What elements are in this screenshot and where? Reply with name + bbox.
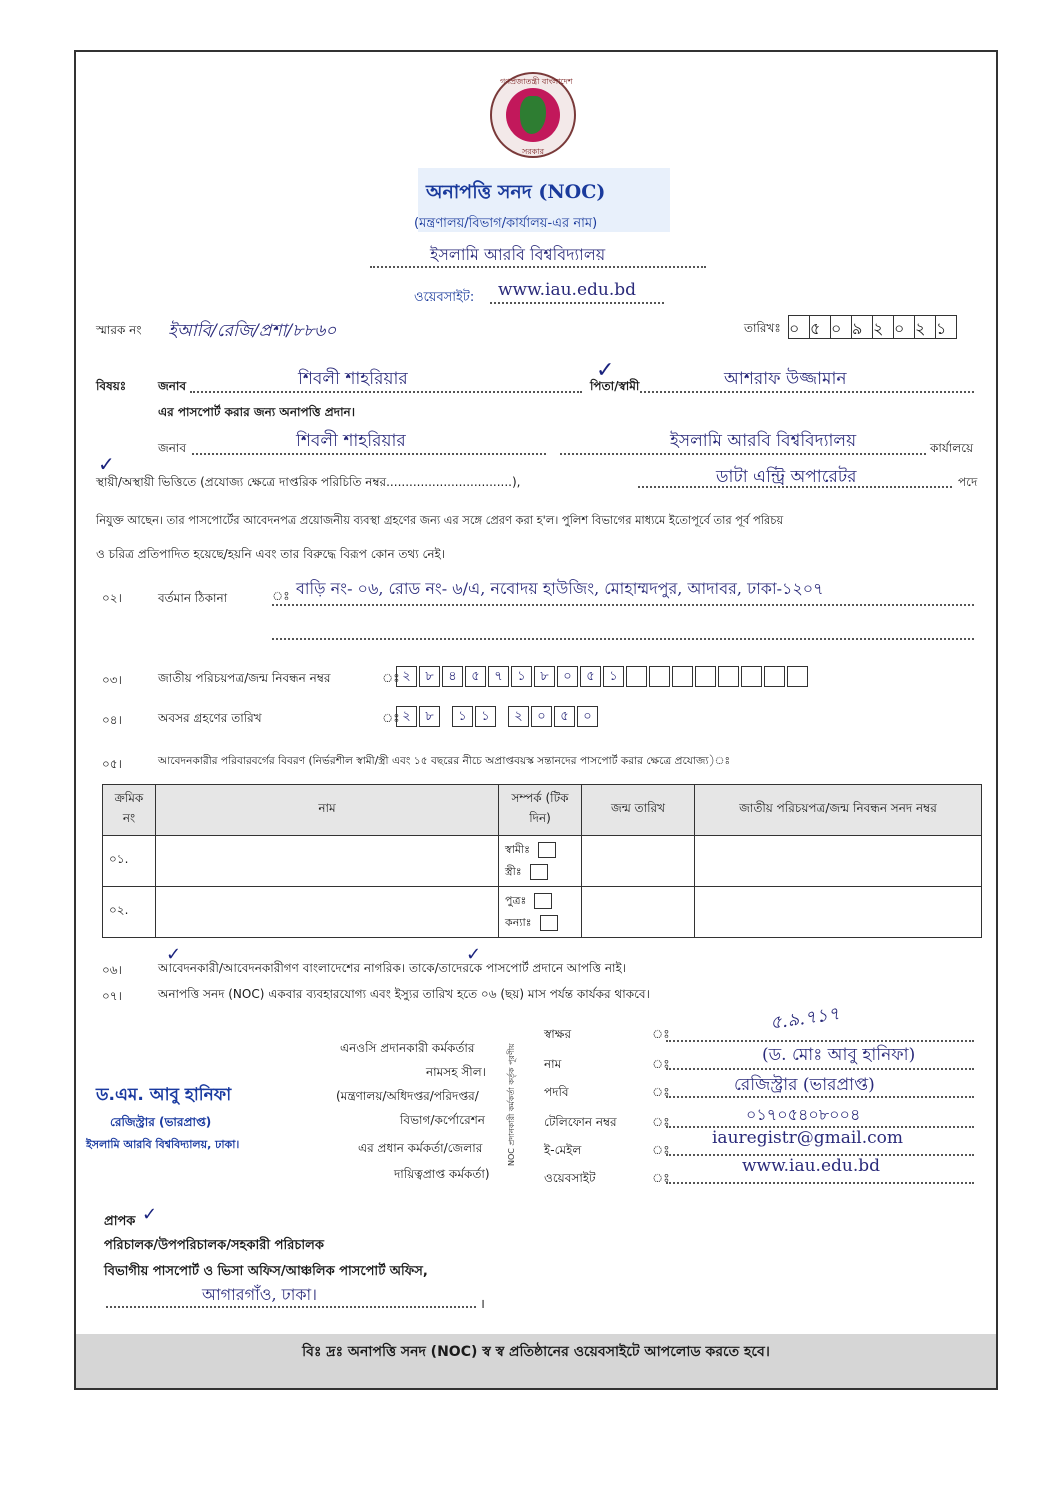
date-digit: ২ bbox=[915, 316, 936, 338]
nid-digit: ৮ bbox=[419, 666, 440, 687]
date-digit: ২ bbox=[873, 316, 894, 338]
retire-digit: ০ bbox=[531, 706, 552, 727]
row-serial: ০১. bbox=[103, 836, 156, 887]
item-3-label: জাতীয় পরিচয়পত্র/জন্ম নিবন্ধন নম্বর bbox=[158, 671, 331, 685]
nid-digit: ৮ bbox=[534, 666, 555, 687]
row-nid-cell[interactable] bbox=[695, 887, 982, 938]
stamp-title: রেজিস্ট্রার (ভারপ্রাপ্ত) bbox=[110, 1115, 212, 1129]
nid-digit: ১ bbox=[511, 666, 532, 687]
date-label: তারিখঃ bbox=[744, 321, 781, 335]
document-subtitle: (মন্ত্রণালয়/বিভাগ/কার্যালয়-এর নাম) bbox=[414, 216, 598, 231]
document-title: অনাপত্তি সনদ (NOC) bbox=[426, 181, 606, 203]
header-serial: ক্রমিক নং bbox=[103, 785, 156, 836]
nid-digit bbox=[741, 666, 762, 687]
colon: ঃ bbox=[652, 1115, 670, 1129]
item-2-colon: ঃ bbox=[272, 589, 290, 603]
item-2-number: ০২। bbox=[102, 591, 122, 605]
retirement-date-cells bbox=[396, 706, 600, 727]
item-4-number: ০৪। bbox=[102, 713, 122, 727]
nid-digit bbox=[649, 666, 670, 687]
signer-phone: ০১৭০৫৪০৮০০৪ bbox=[746, 1105, 861, 1124]
stamp-institution: ইসলামি আরবি বিশ্ববিদ্যালয়, ঢাকা। bbox=[86, 1138, 240, 1151]
vertical-note: NOC প্রদানকারী কর্মকর্তা কর্তৃক পূরণীয় bbox=[507, 1043, 516, 1167]
body-paragraph-2: ও চরিত্র প্রতিপাদিত হয়েছে/হয়নি এবং তার বিরুদ্ধে বিরূপ কোন তথ্য নেই। bbox=[96, 547, 446, 561]
recipient-line-1: পরিচালক/উপপরিচালক/সহকারী পরিচালক bbox=[104, 1238, 324, 1253]
recipient-line-3: আগারগাঁও, ঢাকা। bbox=[202, 1285, 317, 1304]
relation-label: পুত্রঃ bbox=[505, 894, 527, 907]
date-digit: ০ bbox=[894, 316, 915, 338]
retire-digit: ৮ bbox=[419, 706, 440, 727]
janab-label: জনাব bbox=[158, 379, 187, 393]
row-birth-date-cell[interactable] bbox=[582, 836, 695, 887]
row-birth-date-cell[interactable] bbox=[582, 887, 695, 938]
body-paragraph-1: নিযুক্ত আছেন। তার পাসপোর্টের আবেদনপত্র প্রয়োজনীয় ব্যবস্থা গ্রহণের জন্য এর সঙ্গে প্রেরণ করা হ'ল। পুলিশ বিভাগের মাধ্যমে ইতোপূর্বে তার পূর্ব পরিচয় bbox=[96, 513, 784, 527]
item-7-number: ০৭। bbox=[102, 989, 122, 1003]
sig-label-signature: স্বাক্ষর bbox=[544, 1027, 572, 1041]
relation-option[interactable] bbox=[505, 839, 575, 861]
retire-digit: ০ bbox=[577, 706, 598, 727]
website-dotline bbox=[490, 302, 664, 304]
family-table bbox=[102, 784, 982, 938]
footer-note: বিঃ দ্রঃ অনাপত্তি সনদ (NOC) স্ব স্ব প্রতিষ্ঠানের ওয়েবসাইটে আপলোড করতে হবে। bbox=[76, 1334, 996, 1388]
officer-desc-line: এর প্রধান কর্মকর্তা/জেলার bbox=[358, 1141, 483, 1155]
father-label: পিতা/স্বামী bbox=[590, 379, 640, 393]
check-mark-icon: ✓ bbox=[596, 358, 615, 383]
header-relation: সম্পর্ক (টিক দিন) bbox=[499, 785, 582, 836]
designation-suffix: পদে bbox=[958, 475, 978, 489]
table-header-row bbox=[103, 785, 982, 836]
signer-email: iauregistr@gmail.com bbox=[712, 1128, 904, 1148]
relation-label: স্বামীঃ bbox=[505, 843, 531, 856]
officer-desc-line: বিভাগ/কর্পোরেশন bbox=[400, 1113, 485, 1127]
date-digit: ১ bbox=[936, 319, 947, 338]
sig-label-name: নাম bbox=[544, 1057, 562, 1071]
institution-dotline bbox=[370, 266, 706, 268]
item-2-label: বর্তমান ঠিকানা bbox=[158, 591, 228, 605]
subject-label: বিষয়ঃ bbox=[96, 379, 127, 393]
nid-digit bbox=[626, 666, 647, 687]
relation-label: স্ত্রীঃ bbox=[505, 865, 522, 878]
janab-label-2: জনাব bbox=[158, 441, 187, 455]
address-value: বাড়ি নং- ০৬, রোড নং- ৬/এ, নবোদয় হাউজিং, মোহাম্মদপুর, আদাবর, ঢাকা-১২০৭ bbox=[296, 579, 824, 598]
seal-bottom-text: সরকার bbox=[522, 147, 545, 156]
sig-label-email: ই-মেইল bbox=[544, 1143, 582, 1157]
header-birth-date: জন্ম তারিখ bbox=[582, 785, 695, 836]
nid-cells bbox=[396, 666, 810, 687]
header-nid: জাতীয় পরিচয়পত্র/জন্ম নিবন্ধন সনদ নম্বর bbox=[695, 785, 982, 836]
colon: ঃ bbox=[652, 1085, 670, 1099]
office-suffix: কার্যালয়ে bbox=[930, 441, 974, 455]
nid-digit: ৪ bbox=[442, 666, 463, 687]
colon: ঃ bbox=[652, 1027, 670, 1041]
row-relation-cell bbox=[499, 836, 582, 887]
table-row bbox=[103, 836, 982, 887]
check-mark-icon: ✓ bbox=[142, 1204, 158, 1225]
subject-tail: এর পাসপোর্ট করার জন্য অনাপত্তি প্রদান। bbox=[158, 405, 356, 419]
father-name: আশরাফ উজ্জামান bbox=[724, 369, 847, 389]
row-nid-cell[interactable] bbox=[695, 836, 982, 887]
item-7-text: অনাপত্তি সনদ (NOC) একবার ব্যবহারযোগ্য এবং ইস্যুর তারিখ হতে ০৬ (ছয়) মাস পর্যন্ত কার্যকর থাকবে। bbox=[158, 987, 650, 1001]
check-mark-icon: ✓ bbox=[166, 944, 182, 965]
sig-dotline bbox=[666, 1182, 974, 1184]
nid-digit: ১ bbox=[603, 666, 624, 687]
nid-digit: ৫ bbox=[465, 666, 486, 687]
relation-checkbox[interactable] bbox=[540, 915, 558, 931]
nid-digit bbox=[764, 666, 785, 687]
address-dotline bbox=[272, 604, 974, 606]
row-name-cell[interactable] bbox=[156, 887, 499, 938]
relation-option[interactable] bbox=[505, 861, 575, 883]
colon: ঃ bbox=[652, 1171, 670, 1185]
relation-option[interactable] bbox=[505, 890, 575, 912]
designation: ডাটা এন্ট্রি অপারেটর bbox=[716, 467, 857, 487]
row-name-cell[interactable] bbox=[156, 836, 499, 887]
relation-checkbox[interactable] bbox=[530, 864, 548, 880]
signer-designation: রেজিস্ট্রার (ভারপ্রাপ্ত) bbox=[734, 1075, 875, 1095]
officer-desc-line: নামসহ সীল। bbox=[426, 1065, 486, 1079]
nid-digit bbox=[695, 666, 716, 687]
recipient-label: প্রাপক bbox=[104, 1214, 136, 1229]
recipient-line-2: বিভাগীয় পাসপোর্ট ও ভিসা অফিস/আঞ্চলিক পাসপোর্ট অফিস, bbox=[104, 1264, 428, 1279]
date-cells bbox=[788, 315, 957, 339]
date-digit: ৫ bbox=[810, 316, 831, 338]
relation-option[interactable] bbox=[505, 912, 575, 934]
check-mark-icon: ✓ bbox=[466, 944, 482, 965]
retire-digit: ১ bbox=[452, 706, 473, 727]
nid-digit: ০ bbox=[557, 666, 578, 687]
address-dotline-2 bbox=[272, 638, 974, 640]
date-digit: ০ bbox=[789, 316, 810, 338]
permanent-temporary-text: স্থায়ী/অস্থায়ী ভিত্তিতে (প্রযোজ্য ক্ষেত্রে দাপ্তরিক পরিচিতি নম্বর.................................), bbox=[96, 475, 521, 489]
item-5-text: আবেদনকারীর পরিবারবর্গের বিবরণ (নির্ভরশীল স্বামী/স্ত্রী এবং ১৫ বছরের নীচে অপ্রাপ্তবয়স্ক সন্তানদের পাসপোর্ট করার ক্ষেত্রে প্রযোজ্য)ঃ bbox=[158, 755, 731, 767]
signer-website: www.iau.edu.bd bbox=[742, 1156, 881, 1176]
nid-digit bbox=[672, 666, 693, 687]
memo-number: ইআবি/রেজি/প্রশা/৮৮৬০ bbox=[168, 321, 337, 341]
signature: ৫.৯.৭১৭ bbox=[768, 1003, 841, 1034]
sig-label-designation: পদবি bbox=[544, 1085, 569, 1099]
officer-desc-line: দায়িত্বপ্রাপ্ত কর্মকর্তা) bbox=[394, 1167, 490, 1181]
retire-digit: ৫ bbox=[554, 706, 575, 727]
item-3-colon: ঃ bbox=[382, 671, 400, 685]
check-mark-icon: ✓ bbox=[98, 452, 115, 476]
website-label: ওয়েবসাইট: bbox=[414, 290, 475, 305]
retire-digit: ২ bbox=[508, 706, 529, 727]
table-row bbox=[103, 887, 982, 938]
item-4-colon: ঃ bbox=[382, 711, 400, 725]
sig-label-phone: টেলিফোন নম্বর bbox=[544, 1115, 617, 1129]
office-name: ইসলামি আরবি বিশ্ববিদ্যালয় bbox=[670, 431, 857, 451]
seal-top-text: গণপ্রজাতন্ত্রী বাংলাদেশ bbox=[500, 77, 573, 86]
nid-digit: ৫ bbox=[580, 666, 601, 687]
nid-digit bbox=[787, 666, 808, 687]
item-4-label: অবসর গ্রহণের তারিখ bbox=[158, 711, 262, 725]
date-digit: ৯ bbox=[852, 316, 873, 338]
officer-desc-line: (মন্ত্রণালয়/অধিদপ্তর/পরিদপ্তর/ bbox=[336, 1089, 479, 1103]
relation-label: কন্যাঃ bbox=[505, 916, 532, 929]
relation-checkbox[interactable] bbox=[534, 893, 552, 909]
officer-desc-line: এনওসি প্রদানকারী কর্মকর্তার bbox=[340, 1041, 475, 1055]
nid-digit: ২ bbox=[396, 666, 417, 687]
stamp-name: ড.এম. আবু হানিফা bbox=[96, 1085, 232, 1105]
signer-name: (ড. মোঃ আবু হানিফা) bbox=[762, 1045, 916, 1065]
recipient-end-mark: । bbox=[480, 1297, 485, 1312]
retire-digit: ১ bbox=[475, 706, 496, 727]
memo-label: স্মারক নং bbox=[96, 323, 142, 337]
applicant-name-2: শিবলী শাহরিয়ার bbox=[296, 431, 406, 451]
nid-digit: ৭ bbox=[488, 666, 509, 687]
sig-label-website: ওয়েবসাইট bbox=[544, 1171, 596, 1185]
nid-digit bbox=[718, 666, 739, 687]
item-6-text: আবেদনকারী/আবেদনকারীগণ বাংলাদেশের নাগরিক। তাকে/তাদেরকে পাসপোর্ট প্রদানে আপত্তি নাই। bbox=[158, 961, 627, 975]
row-relation-cell bbox=[499, 887, 582, 938]
relation-checkbox[interactable] bbox=[538, 842, 556, 858]
row-serial: ০২. bbox=[103, 887, 156, 938]
applicant-name: শিবলী শাহরিয়ার bbox=[298, 369, 408, 389]
retire-digit: ২ bbox=[396, 706, 417, 727]
item-5-number: ০৫। bbox=[102, 757, 122, 771]
colon: ঃ bbox=[652, 1143, 670, 1157]
header-name: নাম bbox=[156, 785, 499, 836]
website-value: www.iau.edu.bd bbox=[498, 280, 637, 300]
date-digit: ০ bbox=[831, 316, 852, 338]
institution-name: ইসলামি আরবি বিশ্ববিদ্যালয় bbox=[430, 245, 606, 264]
item-6-number: ০৬। bbox=[102, 963, 122, 977]
official-stamp bbox=[86, 1082, 240, 1155]
colon: ঃ bbox=[652, 1057, 670, 1071]
item-3-number: ০৩। bbox=[102, 673, 122, 687]
